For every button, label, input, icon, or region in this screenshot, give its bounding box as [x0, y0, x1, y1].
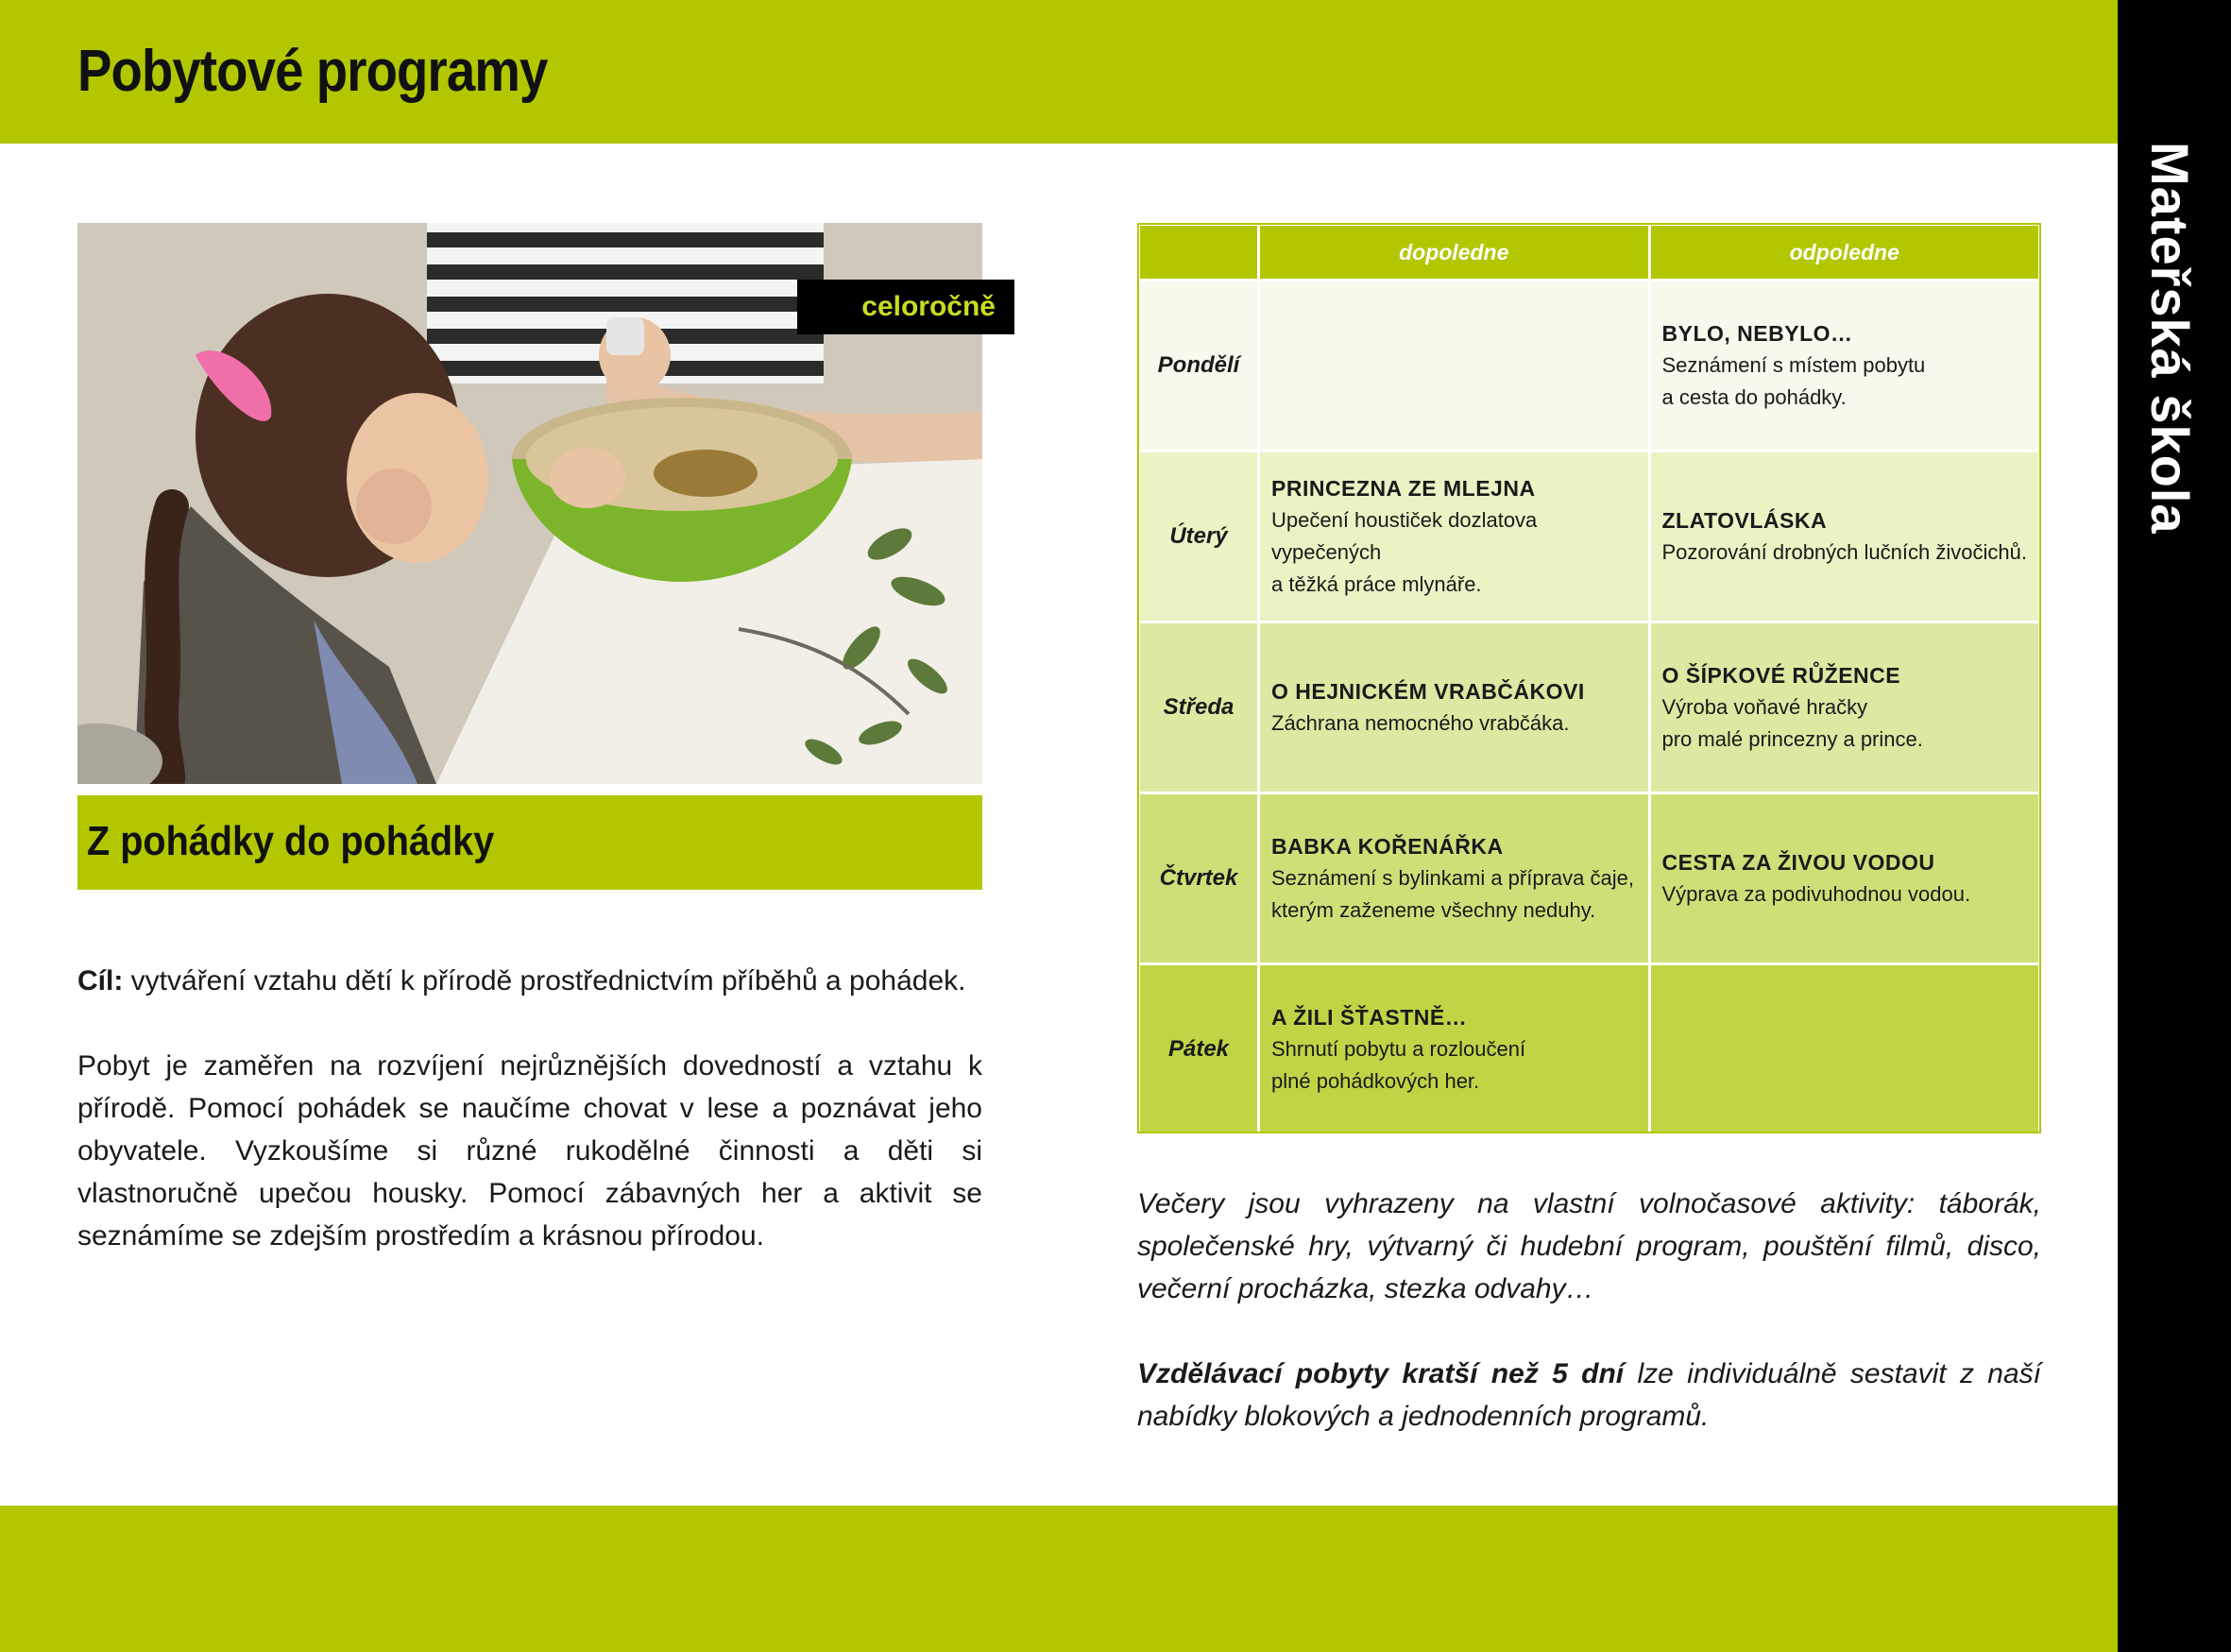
activity-desc: Upečení houstiček dozlatova vypečených a těžká práce mlynáře.: [1271, 508, 1538, 596]
goal-paragraph: [77, 960, 982, 1002]
activity-title: O ŠÍPKOVÉ RŮŽENCE: [1661, 663, 1901, 688]
afternoon-cell: [1649, 451, 2040, 622]
activity-title: ZLATOVLÁSKA: [1661, 508, 1828, 533]
morning-cell: [1259, 964, 1650, 1135]
activity-title: O HEJNICKÉM VRABČÁKOVI: [1271, 679, 1585, 704]
day-label: Čtvrtek: [1139, 793, 1259, 964]
goal-label: Cíl:: [77, 965, 124, 996]
morning-cell: [1259, 622, 1650, 793]
schedule-table: [1137, 223, 2041, 1136]
footer-band: [0, 1506, 2118, 1652]
activity-title: A ŽILI ŠŤASTNĚ…: [1271, 1005, 1468, 1030]
day-label: Pátek: [1139, 964, 1259, 1135]
header-morning: dopoledne: [1259, 225, 1650, 281]
activity-desc: Záchrana nemocného vrabčáka.: [1271, 711, 1570, 735]
page-title: Pobytové programy: [77, 39, 548, 104]
morning-cell: [1259, 793, 1650, 964]
table-row: [1139, 451, 2040, 622]
activity-title: BABKA KOŘENÁŘKA: [1271, 834, 1504, 859]
table-row: [1139, 793, 2040, 964]
afternoon-cell: [1649, 622, 2040, 793]
table-row: [1139, 281, 2040, 451]
activity-desc: Výroba voňavé hračky pro malé princezny a prince.: [1661, 695, 1923, 751]
activity-title: BYLO, NEBYLO…: [1661, 321, 1853, 346]
description-paragraph: Pobyt je zaměřen na rozvíjení nejrůznějších dovedností a vztahu k přírodě. Pomocí pohádek se naučíme chovat v lese a poznávat jeho obyvatele. Vyzkoušíme si různé rukodělné činnosti a děti si vlastnoručně upečou housky. Pomocí zábavných her a aktivit se seznámíme se zdejším prostředím a krásnou přírodou.: [77, 1050, 982, 1252]
header-corner: [1139, 225, 1259, 281]
short-stays-bold: Vzdělávací pobyty kratší než 5 dní: [1137, 1358, 1625, 1389]
goal-text: vytváření vztahu dětí k přírodě prostřednictvím příběhů a pohádek.: [130, 965, 966, 996]
availability-badge: celoročně: [797, 280, 1014, 334]
section-label: Mateřská škola: [2140, 142, 2200, 535]
program-title: Z pohádky do pohádky: [87, 818, 495, 864]
activity-title: PRINCEZNA ZE MLEJNA: [1271, 476, 1536, 501]
afternoon-cell: [1649, 793, 2040, 964]
morning-cell: [1259, 451, 1650, 622]
table-row: [1139, 964, 2040, 1135]
short-stays-text: lze individuálně sestavit z naší nabídky blokových a jednodenních programů.: [1137, 1358, 2041, 1432]
activity-desc: Seznámení s místem pobytu a cesta do pohádky.: [1661, 353, 1926, 409]
header-afternoon: odpoledne: [1649, 225, 2040, 281]
afternoon-cell: [1649, 964, 2040, 1135]
day-label: Úterý: [1139, 451, 1259, 622]
activity-desc: Shrnutí pobytu a rozloučení plné pohádkových her.: [1271, 1037, 1526, 1093]
short-stays-note: [1137, 1353, 2041, 1438]
table-row: [1139, 622, 2040, 793]
day-label: Středa: [1139, 622, 1259, 793]
activity-desc: Pozorování drobných lučních živočichů.: [1661, 540, 2027, 564]
activity-desc: Výprava za podivuhodnou vodou.: [1661, 882, 1971, 906]
day-label: Pondělí: [1139, 281, 1259, 451]
activity-title: CESTA ZA ŽIVOU VODOU: [1661, 850, 1935, 875]
program-title-band: [77, 795, 982, 890]
activity-desc: Seznámení s bylinkami a příprava čaje, kterým zaženeme všechny neduhy.: [1271, 866, 1634, 922]
afternoon-cell: [1649, 281, 2040, 451]
morning-cell: [1259, 281, 1650, 451]
notes: [1137, 1183, 2041, 1438]
evenings-note: Večery jsou vyhrazeny na vlastní volnočasové aktivity: táborák, společenské hry, výtvarný či hudební program, pouštění filmů, disco, večerní procházka, stezka odvahy…: [1137, 1188, 2041, 1304]
program-description: [77, 960, 982, 1257]
